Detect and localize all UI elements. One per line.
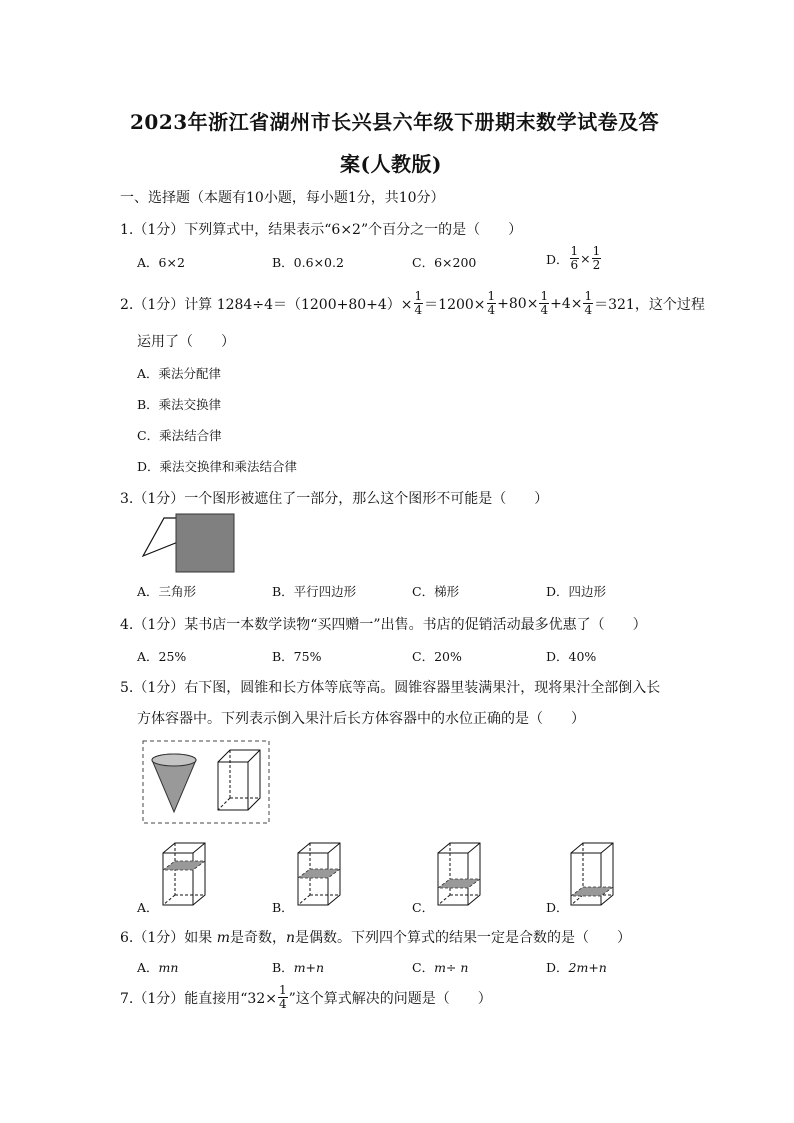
q5-stem-line1: 5.（1分）右下图，圆锥和长方体等底等高。圆锥容器里装满果汁，现将果汁全部倒入长: [120, 680, 661, 696]
var-n: n: [286, 930, 296, 946]
q2-option-c[interactable]: C．乘法结合律: [137, 428, 222, 443]
q4-option-a[interactable]: A．25%: [137, 649, 187, 664]
fraction: $\frac{1}{4}$: [414, 289, 423, 317]
fraction: $\frac{1}{4}$: [540, 289, 549, 317]
times-sign: ×: [580, 251, 591, 266]
q5-cuboid-a[interactable]: [160, 840, 210, 910]
page-title-line1: 2023年浙江省湖州市长兴县六年级下册期末数学试卷及答: [130, 110, 660, 134]
q5-option-d[interactable]: D．: [546, 900, 569, 915]
q2-option-d[interactable]: D．乘法交换律和乘法结合律: [137, 459, 298, 474]
q2-stem: 2.（1分）计算 1284÷4＝（1200+80+4）× $\frac{1}{4}$ ＝1200× $\frac{1}{4}$ +80× $\frac{1}{4}$ +4× $\frac{1}{4}$ ＝321，这个过程: [120, 289, 705, 317]
q6-option-c[interactable]: C．m÷ n: [412, 960, 469, 975]
q5-cuboid-b[interactable]: [295, 840, 345, 910]
q1-option-b[interactable]: B．0.6×0.2: [272, 255, 344, 270]
q6-option-a[interactable]: A．mn: [137, 960, 179, 975]
q4-option-d[interactable]: D．40%: [546, 649, 597, 664]
water-level: [298, 869, 340, 878]
q1-option-a[interactable]: A．6×2: [137, 255, 185, 270]
q5-option-a[interactable]: A．: [137, 900, 159, 915]
cuboid: [218, 750, 260, 810]
page-title-line2: 案(人教版): [340, 152, 442, 176]
water-level: [438, 879, 480, 888]
q3-stem: 3.（1分）一个图形被遮住了一部分，那么这个图形不可能是（ ）: [120, 491, 549, 507]
q5-option-c[interactable]: C．: [412, 900, 435, 915]
partial-triangle: [143, 518, 178, 556]
q1-option-d[interactable]: [546, 245, 602, 272]
q5-option-b[interactable]: B．: [272, 900, 294, 915]
q3-option-a[interactable]: A．三角形: [137, 584, 197, 599]
water-level: [571, 887, 613, 896]
q1-stem: 1.（1分）下列算式中，结果表示“6×2”个百分之一的是（ ）: [120, 222, 523, 238]
q4-option-c[interactable]: C．20%: [412, 649, 462, 664]
water-level: [163, 861, 205, 870]
cone-and-cuboid-figure: [142, 740, 272, 825]
q6-option-d[interactable]: D．2m+n: [546, 960, 607, 975]
q2-option-b[interactable]: B．乘法交换律: [137, 397, 222, 412]
section-heading: 一、选择题（本题有10小题，每小题1分，共10分）: [120, 190, 445, 206]
q2-stem-line2: 运用了（ ）: [137, 334, 235, 350]
fraction: $\frac{1}{2}$: [592, 244, 601, 272]
q5-cuboid-d[interactable]: [568, 840, 618, 910]
q5-stem-line2: 方体容器中。下列表示倒入果汁后长方体容器中的水位正确的是（ ）: [137, 711, 585, 727]
q4-stem: 4.（1分）某书店一本数学读物“买四赠一”出售。书店的促销活动最多优惠了（ ）: [120, 617, 647, 633]
q3-option-d[interactable]: D．四边形: [546, 584, 607, 599]
fraction: $\frac{1}{4}$: [487, 289, 496, 317]
q3-option-b[interactable]: B．平行四边形: [272, 584, 357, 599]
q6-option-b[interactable]: B．m+n: [272, 960, 325, 975]
cone-body: [152, 760, 196, 812]
q4-option-b[interactable]: B．75%: [272, 649, 322, 664]
fraction: $\frac{1}{4}$: [278, 983, 287, 1011]
fraction: $\frac{1}{6}$: [570, 244, 579, 272]
q1-option-c[interactable]: C．6×200: [412, 255, 477, 270]
q7-stem: 7.（1分）能直接用“32× $\frac{1}{4}$ ”这个算式解决的问题是（ ）: [120, 983, 492, 1011]
q1-option-d-prefix: D．: [546, 251, 569, 267]
fraction: $\frac{1}{4}$: [584, 289, 593, 317]
q5-cuboid-c[interactable]: [435, 840, 485, 910]
var-m: m: [216, 930, 230, 946]
q2-option-a[interactable]: A．乘法分配律: [137, 366, 222, 381]
q6-stem: 6.（1分）如果 m是奇数，n是偶数。下列四个算式的结果一定是合数的是（ ）: [120, 930, 632, 946]
q3-option-c[interactable]: C．梯形: [412, 584, 460, 599]
hidden-shape-figure: [138, 512, 238, 576]
gray-cover-square: [176, 514, 234, 572]
